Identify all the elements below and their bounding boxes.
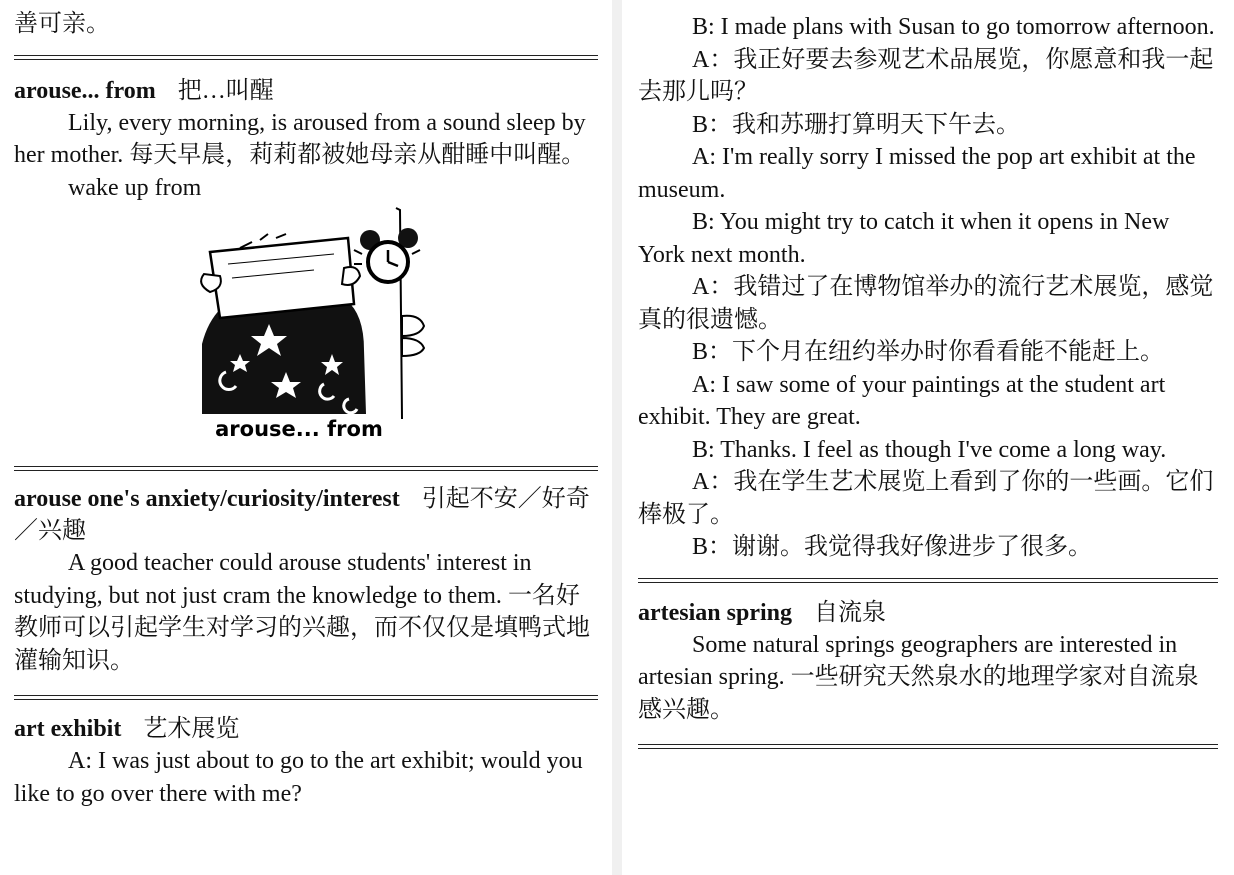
dialog-line: A: I was just about to go to the art exhibit; would you like to go over there with me? <box>14 748 583 807</box>
entry-divider <box>14 55 598 60</box>
example-sentence <box>638 629 1218 727</box>
dialog-line: B：谢谢。我觉得我好像进步了很多。 <box>692 534 1093 560</box>
example-english: Some natural springs geographers are interested in artesian spring. <box>638 631 1178 690</box>
example-english: A good teacher could arouse students' interest in studying, but not just cram the knowledge to them. <box>14 550 532 609</box>
example-chinese: 一些研究天然泉水的地理学家对自流泉感兴趣。 <box>638 664 1199 723</box>
example-sentence <box>14 547 598 677</box>
dialog-line: A: I'm really sorry I missed the pop art exhibit at the museum. <box>638 144 1196 203</box>
entry-heading <box>14 713 598 745</box>
dialog-line: B: Thanks. I feel as though I've come a long way. <box>692 436 1167 463</box>
example-chinese: 一名好教师可以引起学生对学习的兴趣，而不仅仅是填鸭式地灌输知识。 <box>14 582 590 674</box>
entry-heading <box>638 597 1218 629</box>
entry-divider <box>14 466 598 471</box>
dialog-line: A：我错过了在博物馆举办的流行艺术展览，感觉真的很遗憾。 <box>638 274 1214 333</box>
arouse-from-illustration <box>14 204 598 454</box>
cartoon-figure <box>201 208 424 419</box>
headword: art exhibit <box>14 716 122 742</box>
left-column <box>0 0 612 875</box>
headword-meaning: 引起不安／好奇／兴趣 <box>14 486 590 544</box>
synonym: wake up from <box>68 174 202 201</box>
dialog-line: B: You might try to catch it when it opens in New York next month. <box>638 209 1170 268</box>
right-column <box>622 0 1234 875</box>
headword: arouse one's anxiety/curiosity/interest <box>14 486 400 512</box>
dialog-line: B: I made plans with Susan to go tomorrow afternoon. <box>692 14 1215 40</box>
headword-meaning: 艺术展览 <box>143 716 240 742</box>
dialog-line: B：下个月在纽约举办时你看看能不能赶上。 <box>692 339 1165 365</box>
example-sentence <box>14 107 598 172</box>
entry-heading <box>14 483 598 547</box>
entry-divider <box>638 744 1218 749</box>
headword-meaning: 自流泉 <box>814 599 887 626</box>
entry-divider <box>14 695 598 700</box>
entry-divider <box>638 578 1218 583</box>
example-english: Lily, every morning, is aroused from a sound sleep by her mother. <box>14 109 586 168</box>
headword: artesian spring <box>638 599 793 626</box>
example-chinese: 每天早晨，莉莉都被她母亲从酣睡中叫醒。 <box>129 142 586 168</box>
headword-meaning: 把…叫醒 <box>177 77 274 104</box>
dialog-line: A: I saw some of your paintings at the student art exhibit. They are great. <box>638 371 1166 430</box>
entry-heading <box>14 75 598 107</box>
dialog-line: A：我正好要去参观艺术品展览，你愿意和我一起去那儿吗？ <box>638 46 1214 105</box>
dialog-line: B：我和苏珊打算明天下午去。 <box>692 111 1021 138</box>
dialog-line: A：我在学生艺术展览上看到了你的一些画。它们棒极了。 <box>638 469 1214 528</box>
continued-text: 善可亲。 <box>14 11 110 37</box>
headword: arouse... from <box>14 77 156 104</box>
illustration-caption: arouse... from <box>215 417 383 441</box>
